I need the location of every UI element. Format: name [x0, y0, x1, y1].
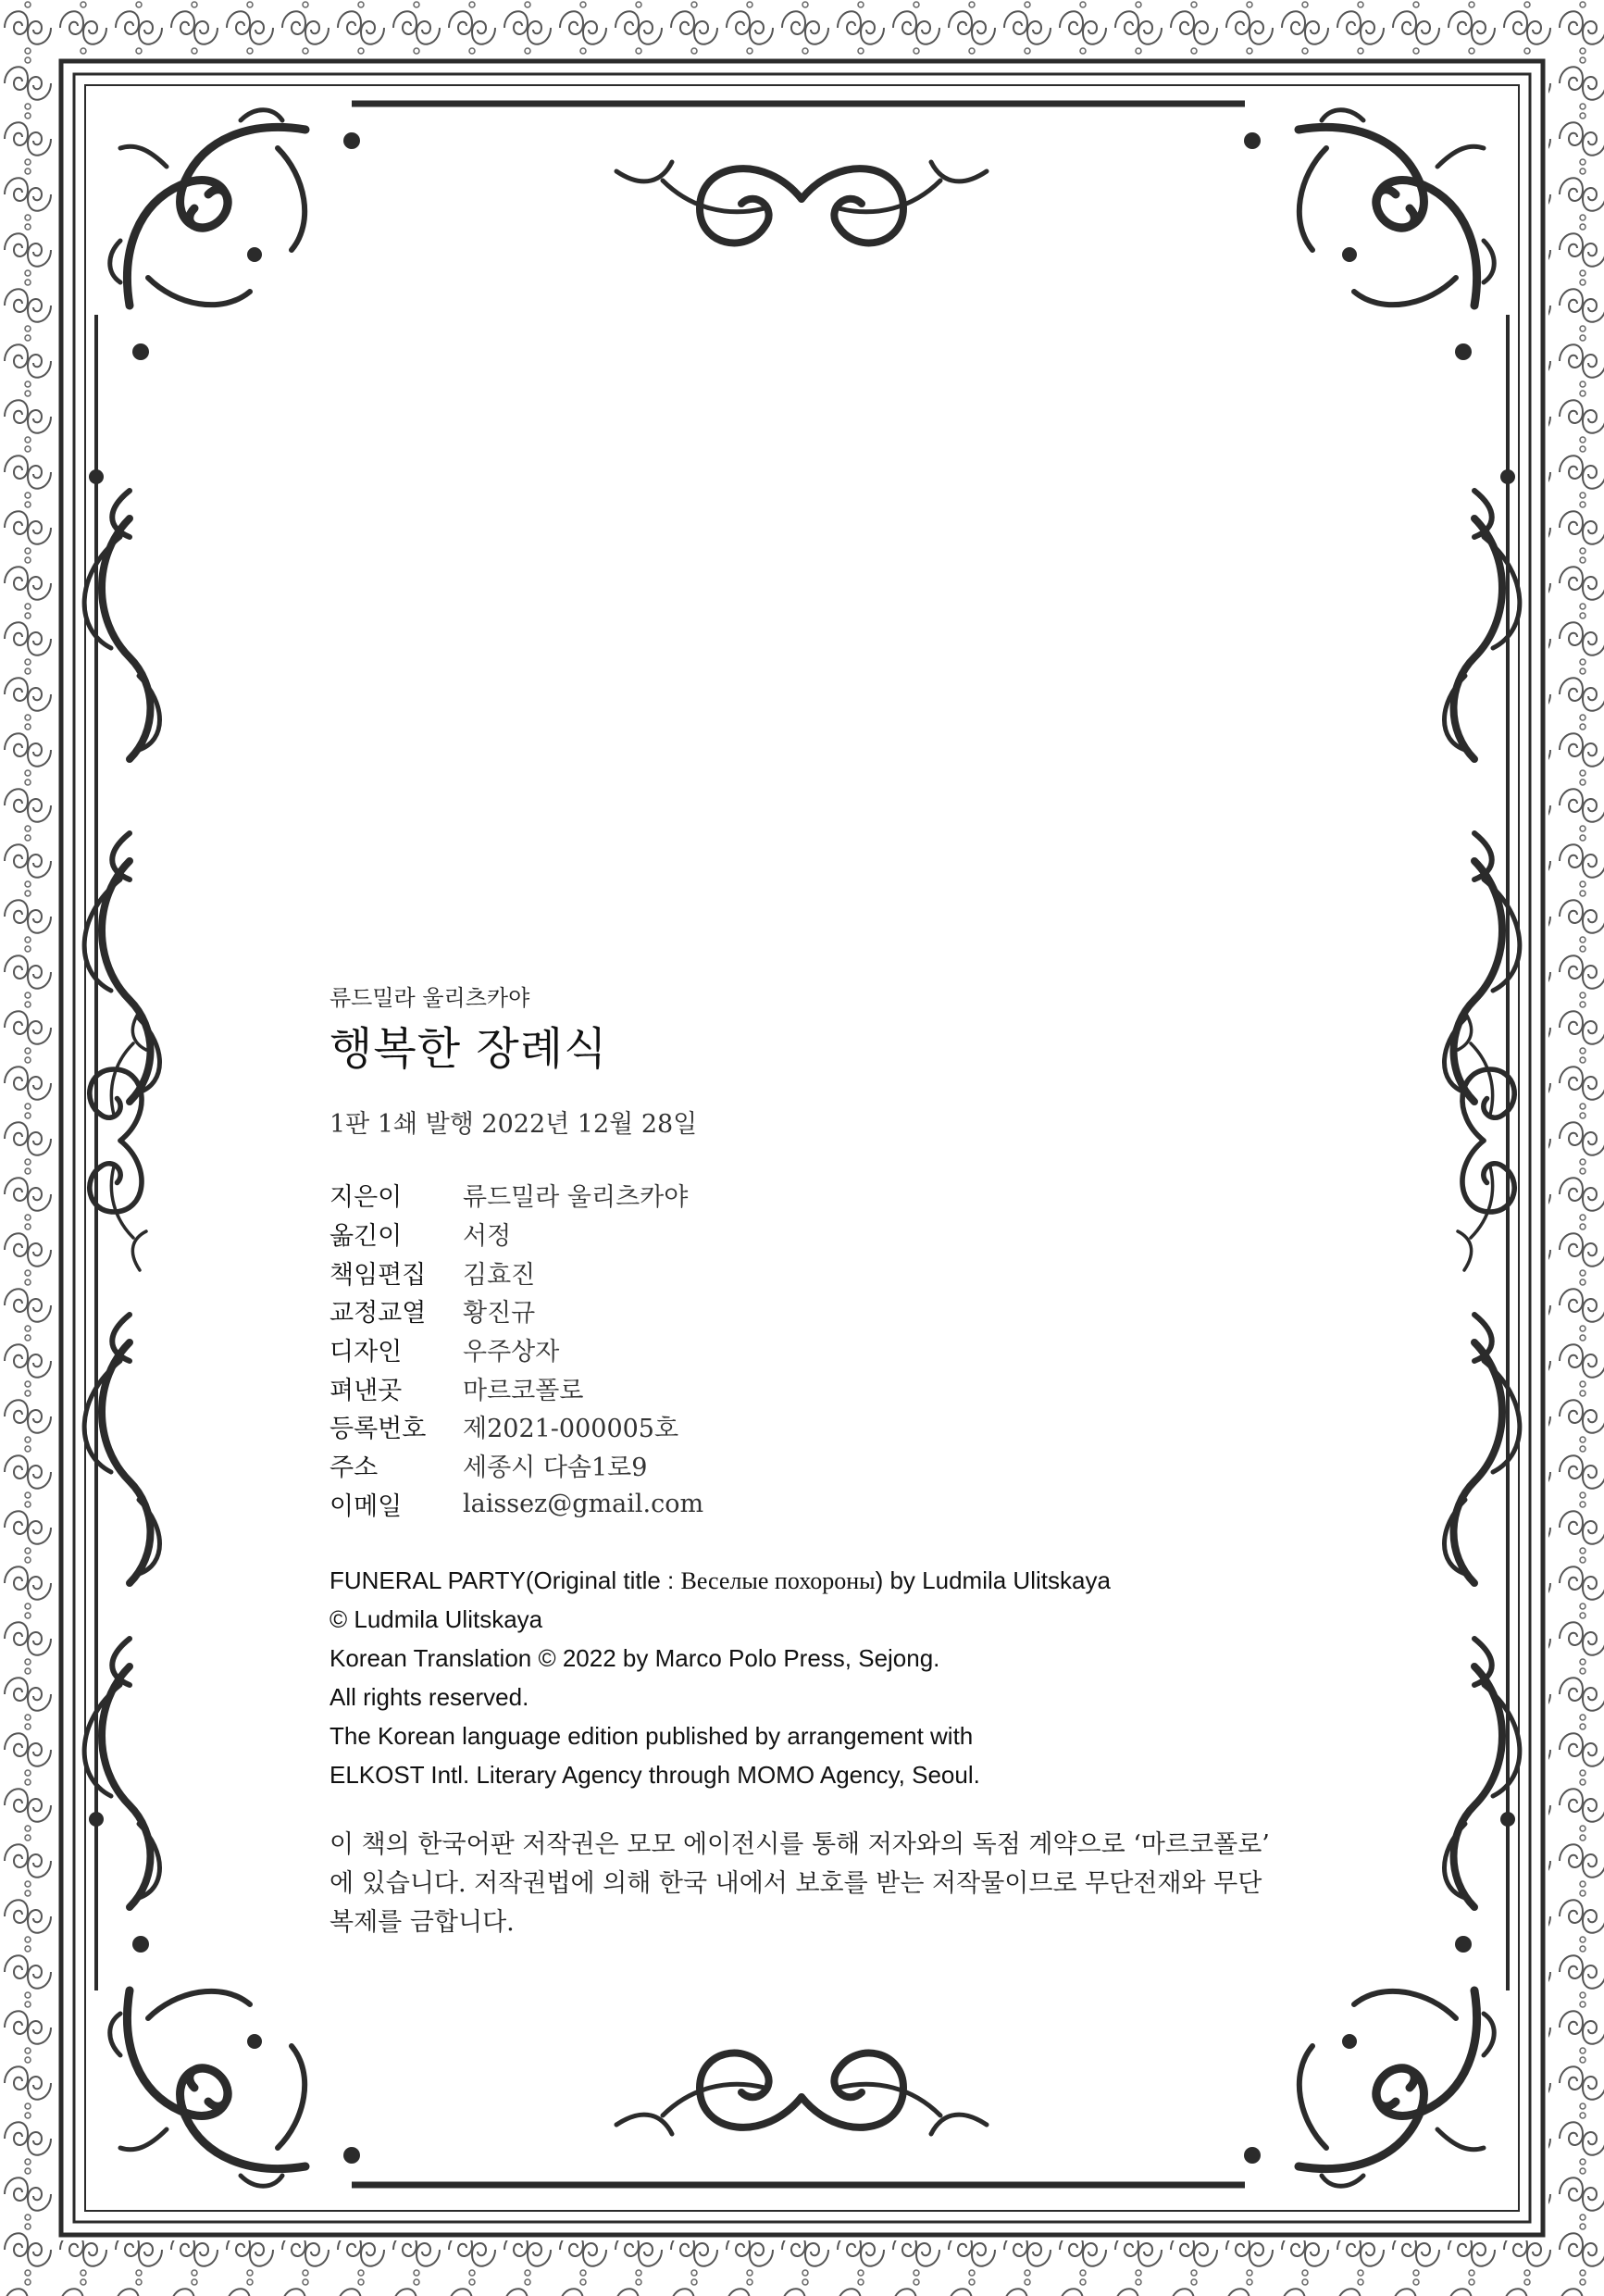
credit-row — [330, 1330, 703, 1369]
credit-value: 우주상자 — [463, 1338, 560, 1367]
credit-label: 디자인 — [330, 1338, 403, 1367]
credit-row — [330, 1446, 703, 1485]
credit-row — [330, 1368, 703, 1407]
credit-row — [330, 1407, 703, 1446]
credit-value: 세종시 다솜1로9 — [463, 1454, 648, 1483]
korean-copyright-notice — [330, 1826, 1301, 1942]
credit-label: 옮긴이 — [330, 1222, 403, 1252]
credit-row — [330, 1215, 703, 1254]
credit-label: 펴낸곳 — [330, 1376, 403, 1405]
credit-row — [330, 1253, 703, 1292]
notice-line: 복제를 금합니다. — [330, 1908, 515, 1937]
credit-value: 마르코폴로 — [463, 1376, 584, 1405]
credit-label: 지은이 — [330, 1183, 403, 1213]
credit-label: 이메일 — [330, 1491, 403, 1521]
copyright-line: Korean Translation © 2022 by Marco Polo Press, Sejong. — [330, 1644, 940, 1672]
credit-label: 등록번호 — [330, 1415, 427, 1444]
credits-list — [330, 1176, 703, 1523]
credit-row — [330, 1176, 703, 1215]
credit-row — [330, 1292, 703, 1330]
notice-line: 이 책의 한국어판 저작권은 모모 에이전시를 통해 저자와의 독점 계약으로 ‘마르코폴로’ — [330, 1830, 1270, 1859]
book-title: 행복한 장례식 — [330, 1023, 608, 1075]
copyright-line — [330, 1561, 1111, 1600]
credit-row — [330, 1485, 703, 1524]
credit-label: 교정교열 — [330, 1299, 427, 1329]
english-copyright — [330, 1561, 1111, 1794]
notice-line: 에 있습니다. 저작권법에 의해 한국 내에서 보호를 받는 저작물이므로 무단전재와 무단 — [330, 1869, 1262, 1898]
credit-value: 황진규 — [463, 1299, 536, 1329]
email-value: laissez@gmail.com — [463, 1489, 704, 1518]
credit-label: 책임편집 — [330, 1260, 427, 1290]
copyright-line: ELKOST Intl. Literary Agency through MOMO Agency, Seoul. — [330, 1761, 980, 1789]
copyright-text: FUNERAL PARTY(Original title : — [330, 1566, 681, 1594]
credit-value: 제2021-000005호 — [463, 1415, 679, 1444]
copyright-line: The Korean language edition published by arrangement with — [330, 1722, 974, 1750]
credit-value: 서정 — [463, 1222, 512, 1252]
copyright-text: ) by Ludmila Ulitskaya — [875, 1566, 1111, 1594]
edition-info: 1판 1쇄 발행 2022년 12월 28일 — [330, 1110, 698, 1139]
copyright-line: All rights reserved. — [330, 1683, 529, 1711]
copyright-line: © Ludmila Ulitskaya — [330, 1605, 543, 1633]
author-name: 류드밀라 울리츠카야 — [330, 985, 530, 1011]
credit-value: 류드밀라 울리츠카야 — [463, 1183, 689, 1213]
credit-value: 김효진 — [463, 1260, 536, 1290]
credit-label: 주소 — [330, 1454, 379, 1483]
original-title: Веселые похороны — [680, 1567, 876, 1594]
